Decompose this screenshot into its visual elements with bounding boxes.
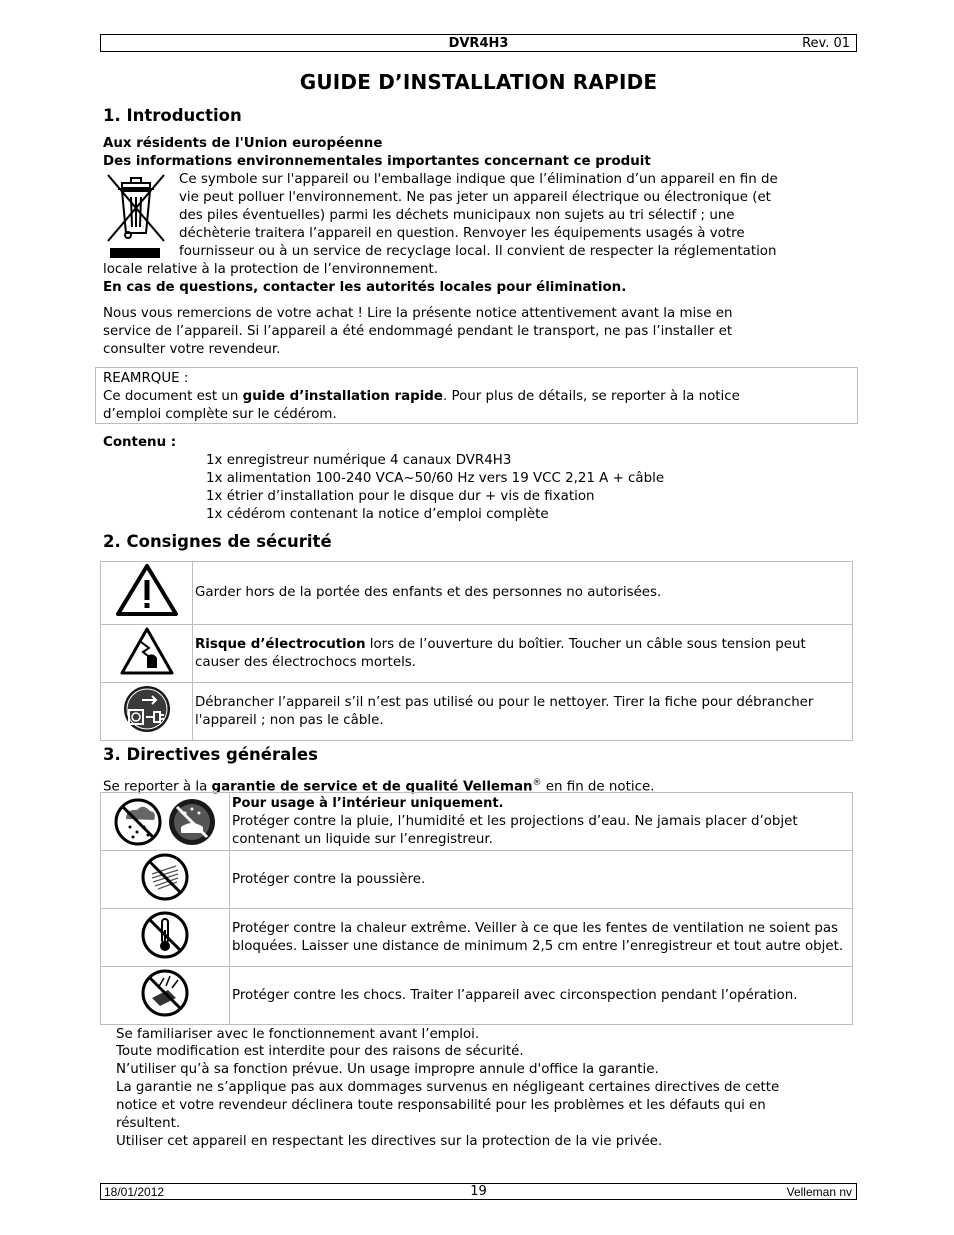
table-row [101,562,853,625]
ref-pre: Se reporter à la [103,779,212,795]
table-row [101,683,853,741]
document-title: GUIDE D’INSTALLATION RAPIDE [299,70,658,94]
general-text-cell [230,851,853,909]
row-text: Débrancher l’appareil s’il n’est pas utilisé ou pour le nettoyer. Tirer la fiche pour débrancher l'appareil ; non pas le câble. [195,694,814,728]
model-code: DVR4H3 [448,36,509,51]
weee-line: locale relative à la protection de l’environnement. [103,262,439,277]
general-text-cell [230,967,853,1025]
weee-line: déchèterie traitera l’appareil en question. Renvoyer les équipements usagés à votre [179,226,745,241]
contents-item: 1x étrier d’installation pour le disque dur + vis de fixation [206,489,595,504]
table-row [101,851,853,909]
page-header [100,34,857,52]
icon-cell [101,967,230,1025]
note-label: REAMRQUE : [103,371,189,386]
page-footer [100,1183,857,1200]
icon-cell [101,562,193,625]
section-heading-introduction: 1. Introduction [103,106,242,125]
page-number: 19 [470,1184,487,1199]
icon-cell [101,909,230,967]
safety-text-cell [193,562,853,625]
safety-text-cell [193,683,853,741]
row-bold: Risque d’électrocution [195,636,366,652]
guideline-line: Utiliser cet appareil en respectant les directives sur la protection de la vie privée. [116,1134,663,1149]
unplug-icon [122,684,172,734]
revision: Rev. 01 [802,36,850,51]
general-table [100,792,853,1025]
note-post: . Pour plus de détails, se reporter à la notice [442,389,740,404]
guideline-line: notice et votre revendeur déclinera toute responsabilité pour les problèmes et les défauts qui en [116,1098,766,1113]
general-text-cell [230,793,853,851]
general-text-cell [230,909,853,967]
note-box [95,367,858,424]
row-text: lors de l’ouverture du boîtier. Toucher un câble sous tension peut causer des électrochocs mortels. [195,636,806,670]
row-bold: Pour usage à l’intérieur uniquement. [232,795,504,811]
guideline-line: résultent. [116,1116,181,1131]
footer-date: 18/01/2012 [104,1185,165,1199]
table-row [101,793,853,851]
safety-text-cell [193,625,853,683]
note-line3: d’emploi complète sur le cédérom. [103,407,337,422]
warning-triangle-icon [114,562,180,618]
thanks-line: service de l’appareil. Si l’appareil a été endommagé pendant le transport, ne pas l’installer et [103,324,733,339]
weee-line: Ce symbole sur l'appareil ou l'emballage indique que l’élimination d’un appareil en fin de [179,172,778,187]
note-bold: guide d’installation rapide [242,389,443,404]
weee-bin-icon [104,171,168,261]
no-dust-icon [140,852,190,902]
footer-company: Velleman nv [786,1185,852,1199]
thanks-line: consulter votre revendeur. [103,342,281,357]
eu-heading: Aux résidents de l'Union européenne [103,136,383,151]
guideline-line: La garantie ne s’applique pas aux dommages survenus en négligeant certaines directives de cette [116,1080,780,1095]
row-text: Protéger contre la pluie, l’humidité et les projections d’eau. Ne jamais placer d’objet contenant un liquide sur l’enregistreur. [232,813,798,847]
section-heading-safety: 2. Consignes de sécurité [103,532,332,551]
guideline-line: Toute modification est interdite pour des raisons de sécurité. [116,1044,524,1059]
contents-item: 1x cédérom contenant la notice d’emploi complète [206,507,549,522]
icon-cell [101,625,193,683]
table-row [101,625,853,683]
contents-item: 1x enregistreur numérique 4 canaux DVR4H3 [206,453,512,468]
questions-text: En cas de questions, contacter les autorités locales pour élimination. [103,280,627,295]
no-splash-icon [167,797,217,847]
guideline-line: Se familiariser avec le fonctionnement avant l’emploi. [116,1027,480,1042]
icon-cell [101,851,230,909]
weee-line: des piles éventuelles) parmi les déchets municipaux non sujets au tri sélectif ; une [179,208,735,223]
no-rain-icon [113,797,163,847]
note-pre: Ce document est un [103,389,243,404]
icon-cell [101,683,193,741]
no-heat-icon [140,910,190,960]
ref-sup: ® [532,778,542,788]
no-shock-icon [140,968,190,1018]
row-text: Garder hors de la portée des enfants et des personnes no autorisées. [195,585,662,600]
weee-line: fournisseur ou à un service de recyclage local. Il convient de respecter la réglementation [179,244,777,259]
thanks-line: Nous vous remercions de votre achat ! Lire la présente notice attentivement avant la mise en [103,306,733,321]
weee-line: vie peut polluer l'environnement. Ne pas jeter un appareil électrique ou électronique (et [179,190,771,205]
safety-table [100,561,853,741]
table-row [101,967,853,1025]
icon-cell [101,793,230,851]
ref-bold: garantie de service et de qualité Velleman [211,779,533,795]
env-heading: Des informations environnementales importantes concernant ce produit [103,154,651,169]
note-text [103,388,740,406]
row-text: Protéger contre les chocs. Traiter l’appareil avec circonspection pendant l’opération. [232,987,798,1003]
table-row [101,909,853,967]
ref-post: en fin de notice. [541,779,655,795]
row-text: Protéger contre la poussière. [232,871,426,887]
section-heading-general: 3. Directives générales [103,745,318,764]
contents-item: 1x alimentation 100-240 VCA~50/60 Hz vers 19 VCC 2,21 A + câble [206,471,665,486]
contents-label: Contenu : [103,435,177,450]
electrocution-icon [119,626,175,676]
guideline-line: N’utiliser qu’à sa fonction prévue. Un usage impropre annule d'office la garantie. [116,1062,659,1077]
row-text: Protéger contre la chaleur extrême. Veiller à ce que les fentes de ventilation ne soient pas bloquées. Laisser une distance de minimum 2,5 cm entre l’enregistreur et tout autre objet. [232,920,844,954]
